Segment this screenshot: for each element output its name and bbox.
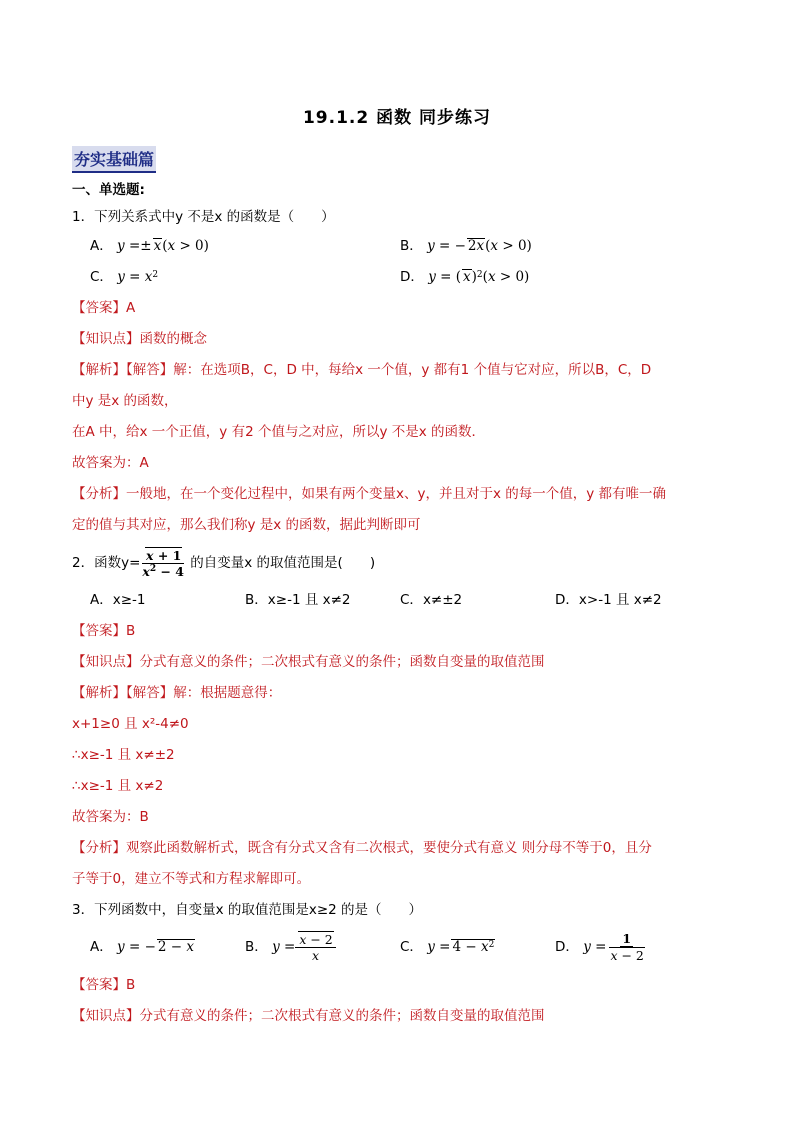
q1-option-d: D． y = ( x)$^2$(x > 0) (400, 269, 530, 285)
section-title: 夯实基础篇 (72, 146, 156, 173)
q1-knowledge-point (72, 329, 207, 349)
q2-step-1: x+1≥0 且 x²-4≠0 (72, 716, 189, 732)
q2-answer-value: B (126, 623, 136, 639)
q2-step-2: ∴x≥-1 且 x≠±2 (72, 747, 175, 763)
q1-answer-value: A (126, 300, 136, 316)
q2-fenxi-line1: 【分析】观察此函数解析式，既含有分式又含有二次根式，要使分式有意义 则分母不等于0，且分 (72, 840, 652, 856)
q1-option-c: C． $y = x^2$ (90, 269, 159, 285)
q1-fenxi-line1: 【分析】一般地，在一个变化过程中，如果有两个变量x、y，并且对于x 的每一个值，y 都有唯一确 (72, 486, 667, 502)
q2-fraction: $\frac{x + 1}{x^2 - 4}$ (142, 548, 184, 579)
q2-knowledge-point: 【知识点】分式有意义的条件；二次根式有意义的条件；函数自变量的取值范围 (72, 654, 545, 670)
q1-option-a-expr: y (117, 238, 125, 254)
q3-stem: 3．下列函数中，自变量x 的取值范围是x≥2 的是（ ） (72, 902, 423, 918)
q1-kp-tag: 【知识点】 (72, 331, 140, 347)
q3-option-b: B． y = $\frac{x - 2}{x}$ (245, 930, 336, 964)
q3-answer: 【答案】B (72, 977, 136, 993)
q2-fenxi-line2: 子等于0，建立不等式和方程求解即可。 (72, 871, 311, 887)
q1-fenxi-tag: 【分析】 (72, 486, 126, 502)
q1-analysis-line1: 【解析】【解答】解：在选项B，C，D 中，每给x 一个值，y 都有1 个值与它对应，所以B，C，D (72, 362, 652, 378)
q2-stem: 2．函数y= $\frac{x + 1}{x^2 - 4}$ 的自变量x 的取值范围是( ) (72, 548, 376, 579)
q1-option-a: A． y =± x(x > 0) (90, 238, 209, 254)
q2-option-a: A．x≥-1 (90, 592, 146, 608)
q2-conclusion: 故答案为：B (72, 809, 149, 825)
q3-knowledge-point: 【知识点】分式有意义的条件；二次根式有意义的条件；函数自变量的取值范围 (72, 1008, 545, 1024)
q1-fenxi-line2: 定的值与其对应，那么我们称y 是x 的函数，据此判断即可 (72, 517, 421, 533)
q3-answer-value: B (126, 977, 136, 993)
q1-kp-value: 函数的概念 (139, 331, 207, 347)
q1-analysis-line2: 中y 是x 的函数， (72, 393, 178, 409)
q1-conclusion: 故答案为：A (72, 455, 149, 471)
q3-option-c: C． $y = 4 - x^2$ (400, 939, 495, 955)
q1-answer-tag: 【答案】 (72, 300, 126, 316)
q1-option-a-label: A． (90, 238, 113, 254)
document-title: 19.1.2 函数 同步练习 (302, 108, 492, 128)
q2-analysis-line1: 【解析】【解答】解：根据题意得： (72, 685, 282, 701)
q1-option-b: B． y = − 2x(x > 0) (400, 238, 532, 254)
q2-option-c: C．x≠±2 (400, 592, 463, 608)
q2-option-d: D．x>-1 且 x≠2 (555, 592, 662, 608)
q1-analysis-tag: 【解析】【解答】 (72, 362, 174, 378)
q2-step-3: ∴x≥-1 且 x≠2 (72, 778, 164, 794)
q3-option-a: A． y = − 2 − x (90, 939, 195, 955)
q1-answer (72, 298, 135, 318)
q1-stem: 1．下列关系式中y 不是x 的函数是（ ） (72, 209, 335, 225)
q1-option-b-label: B． (400, 238, 423, 254)
q1-analysis-line3: 在A 中，给x 一个正值，y 有2 个值与之对应，所以y 不是x 的函数． (72, 424, 486, 440)
q2-option-b: B．x≥-1 且 x≠2 (245, 592, 351, 608)
q1-option-c-label: C． (90, 269, 113, 285)
q1-option-d-label: D． (400, 269, 424, 285)
q3-option-d: D． y = $\frac{1}{x - 2}$ (555, 931, 644, 963)
q2-answer: 【答案】B (72, 623, 136, 639)
part-heading: 一、单选题: (72, 182, 145, 198)
